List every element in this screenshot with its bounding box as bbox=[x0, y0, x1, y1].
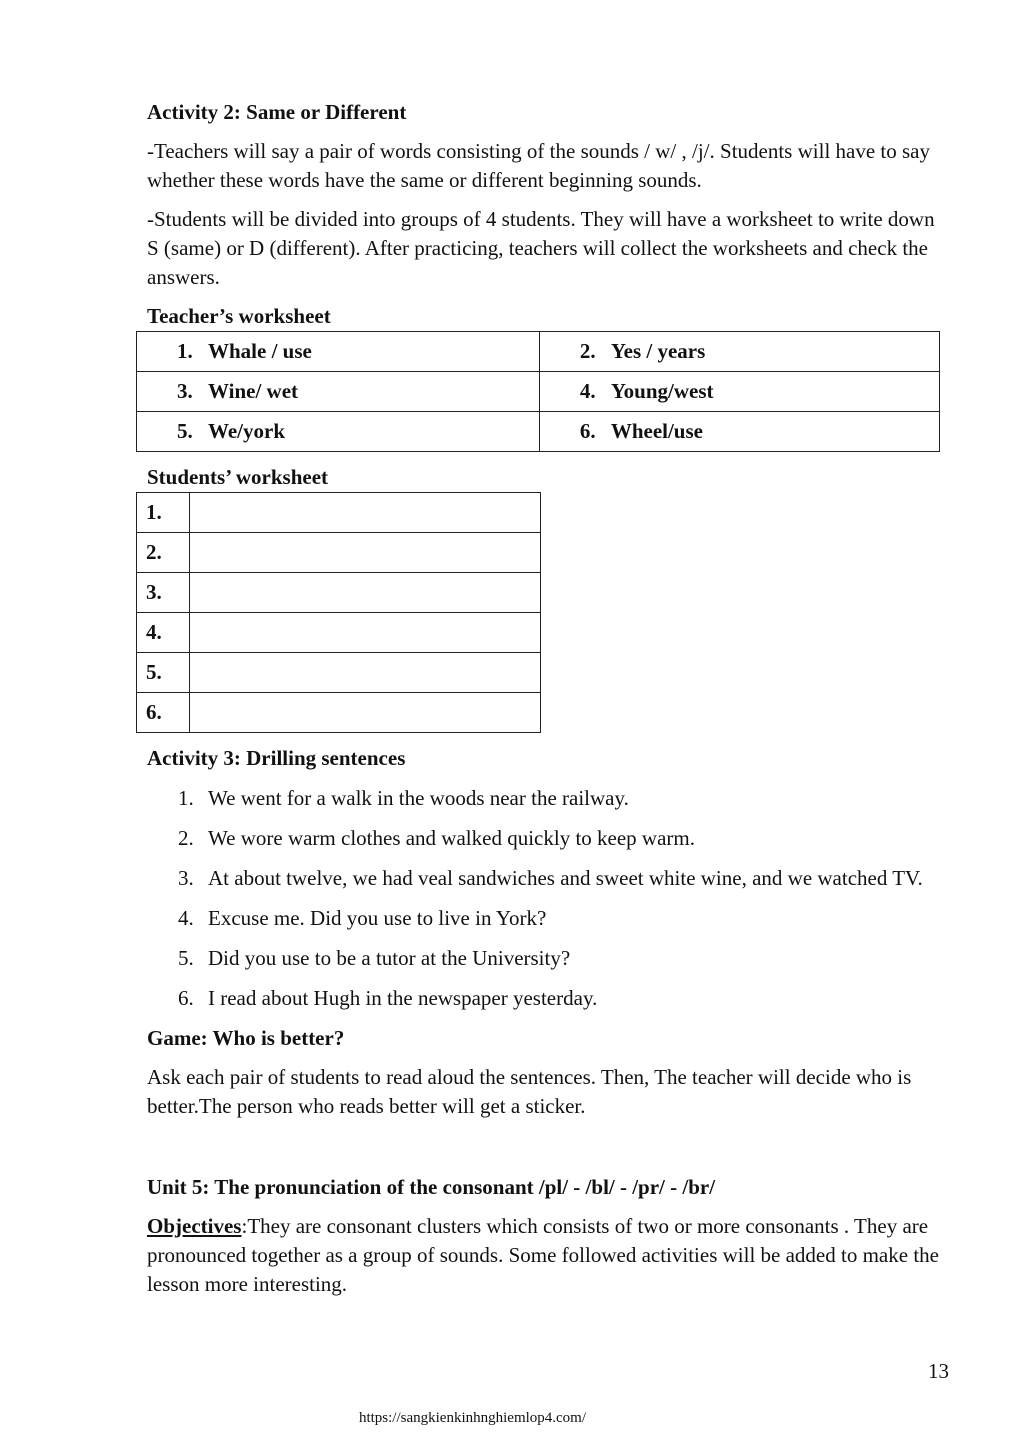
list-item bbox=[147, 904, 947, 933]
answer-cell[interactable] bbox=[190, 573, 541, 613]
teacher-worksheet-table bbox=[136, 331, 940, 452]
answer-cell[interactable] bbox=[190, 533, 541, 573]
item-number: 2. bbox=[178, 826, 194, 850]
table-row bbox=[137, 533, 541, 573]
row-number: 4. bbox=[137, 613, 190, 653]
item-number: 6. bbox=[178, 986, 194, 1010]
item-number: 3. bbox=[178, 866, 194, 890]
word-pair: Wine/ wet bbox=[208, 379, 299, 403]
activity2-paragraph-2-text: Students will be divided into groups of 4 students. They will have a worksheet to write down S (same) or D (different). After practicing, teachers will collect the worksheets and check the answers. bbox=[147, 207, 935, 289]
activity2-paragraph-1-text: Teachers will say a pair of words consisting of the sounds / w/ , /j/. Students will have to say whether these words have the same or different beginning sounds. bbox=[147, 139, 930, 192]
table-row bbox=[137, 693, 541, 733]
students-worksheet-table bbox=[136, 492, 541, 733]
answer-cell[interactable] bbox=[190, 653, 541, 693]
item-number: 4. bbox=[579, 379, 596, 403]
teacher-worksheet-heading: Teacher’s worksheet bbox=[147, 304, 331, 328]
table-row bbox=[137, 653, 541, 693]
word-pair: Whale / use bbox=[208, 339, 312, 363]
list-item bbox=[147, 864, 947, 893]
word-pair: We/york bbox=[208, 419, 285, 443]
activity2-heading: Activity 2: Same or Different bbox=[147, 100, 407, 124]
item-number: 3. bbox=[177, 379, 193, 403]
answer-cell[interactable] bbox=[190, 493, 541, 533]
answer-cell[interactable] bbox=[190, 613, 541, 653]
document-page bbox=[147, 98, 947, 1299]
list-item bbox=[147, 944, 947, 973]
row-number: 6. bbox=[137, 693, 190, 733]
item-number: 4. bbox=[178, 906, 194, 930]
table-cell bbox=[539, 412, 939, 452]
sentence-text: We went for a walk in the woods near the railway. bbox=[208, 786, 629, 810]
objectives-text: :They are consonant clusters which consists of two or more consonants . They are pronounced together as a group of sounds. Some followed activities will be added to make the lesson more interesting. bbox=[147, 1214, 939, 1296]
page-number: 13 bbox=[928, 1359, 949, 1383]
sentence-text: We wore warm clothes and walked quickly to keep warm. bbox=[208, 826, 695, 850]
dash-bullet: - bbox=[147, 207, 154, 231]
list-item bbox=[147, 984, 947, 1013]
word-pair: Yes / years bbox=[610, 339, 706, 363]
list-item bbox=[147, 824, 947, 853]
table-row bbox=[137, 332, 940, 372]
item-number: 5. bbox=[177, 419, 193, 443]
activity2-paragraph-1 bbox=[147, 137, 947, 195]
dash-bullet: - bbox=[147, 139, 154, 163]
students-worksheet-heading: Students’ worksheet bbox=[147, 465, 329, 489]
table-cell bbox=[539, 332, 939, 372]
row-number: 5. bbox=[137, 653, 190, 693]
table-row bbox=[137, 412, 940, 452]
row-number: 1. bbox=[137, 493, 190, 533]
table-row bbox=[137, 372, 940, 412]
row-number: 3. bbox=[137, 573, 190, 613]
word-pair: Wheel/use bbox=[610, 419, 703, 443]
item-number: 2. bbox=[579, 339, 596, 363]
list-item bbox=[147, 784, 947, 813]
table-row bbox=[137, 493, 541, 533]
game-heading: Game: Who is better? bbox=[147, 1026, 345, 1050]
table-cell bbox=[137, 372, 540, 412]
objectives-paragraph bbox=[147, 1212, 947, 1299]
sentence-text: At about twelve, we had veal sandwiches and sweet white wine, and we watched TV. bbox=[208, 866, 923, 890]
drilling-sentences-list bbox=[147, 784, 947, 1013]
sentence-text: I read about Hugh in the newspaper yesterday. bbox=[208, 986, 598, 1010]
game-description: Ask each pair of students to read aloud the sentences. Then, The teacher will decide who is better.The person who reads better will get a sticker. bbox=[147, 1065, 912, 1118]
answer-cell[interactable] bbox=[190, 693, 541, 733]
table-row bbox=[137, 573, 541, 613]
item-number: 1. bbox=[177, 339, 193, 363]
footer-url[interactable]: https://sangkienkinhnghiemlop4.com/ bbox=[358, 1410, 587, 1426]
row-number: 2. bbox=[137, 533, 190, 573]
activity3-heading: Activity 3: Drilling sentences bbox=[147, 746, 406, 770]
item-number: 5. bbox=[178, 946, 194, 970]
table-cell bbox=[539, 372, 939, 412]
table-cell bbox=[137, 332, 540, 372]
unit5-heading: Unit 5: The pronunciation of the consonant /pl/ - /bl/ - /pr/ - /br/ bbox=[147, 1175, 716, 1199]
sentence-text: Did you use to be a tutor at the University? bbox=[208, 946, 571, 970]
word-pair: Young/west bbox=[610, 379, 714, 403]
activity2-paragraph-2 bbox=[147, 205, 947, 292]
table-cell bbox=[137, 412, 540, 452]
item-number: 1. bbox=[178, 786, 194, 810]
sentence-text: Excuse me. Did you use to live in York? bbox=[208, 906, 547, 930]
objectives-label: Objectives bbox=[147, 1214, 242, 1238]
item-number: 6. bbox=[579, 419, 596, 443]
table-row bbox=[137, 613, 541, 653]
